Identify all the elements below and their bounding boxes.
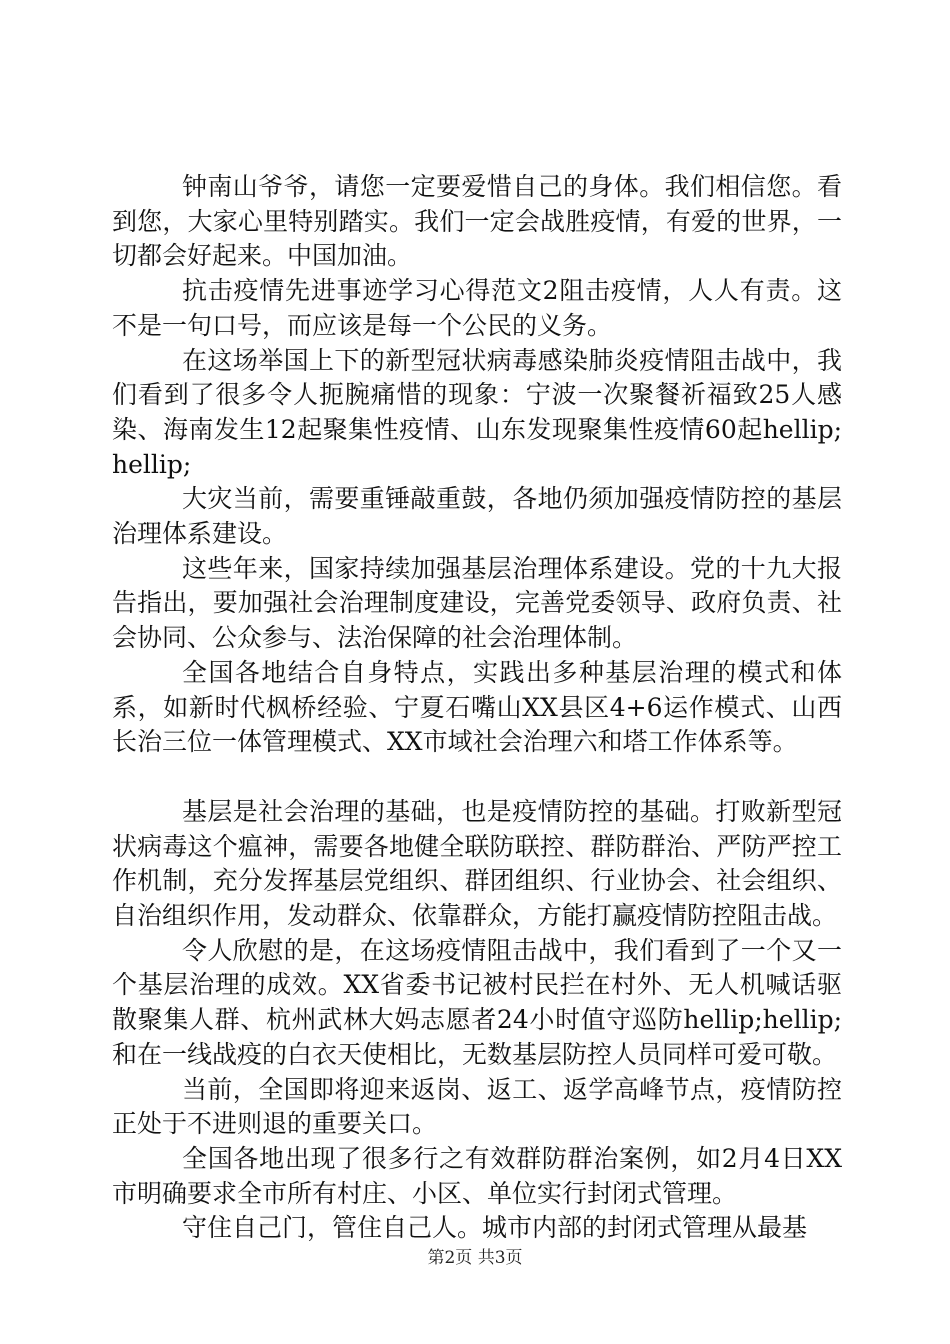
paragraph: 这些年来，国家持续加强基层治理体系建设。党的十九大报告指出，要加强社会治理制度建设，完善党委领导、政府负责、社会协同、公众参与、法治保障的社会治理体制。 [112,553,842,653]
page-number: 第2页 共3页 [427,1248,523,1268]
paragraph: 当前，全国即将迎来返岗、返工、返学高峰节点，疫情防控正处于不进则退的重要关口。 [112,1074,842,1139]
paragraph: 钟南山爷爷，请您一定要爱惜自己的身体。我们相信您。看到您，大家心里特别踏实。我们一定会战胜疫情，有爱的世界，一切都会好起来。中国加油。 [112,172,842,271]
paragraph: 抗击疫情先进事迹学习心得范文2阻击疫情，人人有责。这不是一句口号，而应该是每一个公民的义务。 [112,276,842,340]
paragraph: 令人欣慰的是，在这场疫情阻击战中，我们看到了一个又一个基层治理的成效。XX省委书记被村民拦在村外、无人机喊话驱散聚集人群、杭州武林大妈志愿者24小时值守巡防hellip;hellip;和在一线战疫的白衣天使相比，无数基层防控人员同样可爱可敬。 [112,935,842,1069]
paragraph: 大灾当前，需要重锤敲重鼓，各地仍须加强疫情防控的基层治理体系建设。 [112,484,842,549]
paragraph: 基层是社会治理的基础，也是疫情防控的基础。打败新型冠状病毒这个瘟神，需要各地健全联防联控、群防群治、严防严控工作机制，充分发挥基层党组织、群团组织、行业协会、社会组织、自治组织作用，发动群众、依靠群众，方能打赢疫情防控阻击战。 [112,796,842,931]
paragraph: 全国各地出现了很多行之有效群防群治案例，如2月4日XX市明确要求全市所有村庄、小区、单位实行封闭式管理。 [112,1143,842,1208]
paragraph: 全国各地结合自身特点，实践出多种基层治理的模式和体系，如新时代枫桥经验、宁夏石嘴山XX县区4+6运作模式、山西长治三位一体管理模式、XX市域社会治理六和塔工作体系等。 [112,657,842,757]
paragraph: 在这场举国上下的新型冠状病毒感染肺炎疫情阻击战中，我们看到了很多令人扼腕痛惜的现象：宁波一次聚餐祈福致25人感染、海南发生12起聚集性疫情、山东发现聚集性疫情60起hellip;hellip; [112,345,842,479]
paragraph: 守住自己门，管住自己人。城市内部的封闭式管理从最基 [182,1213,808,1243]
document-body [112,170,842,1246]
